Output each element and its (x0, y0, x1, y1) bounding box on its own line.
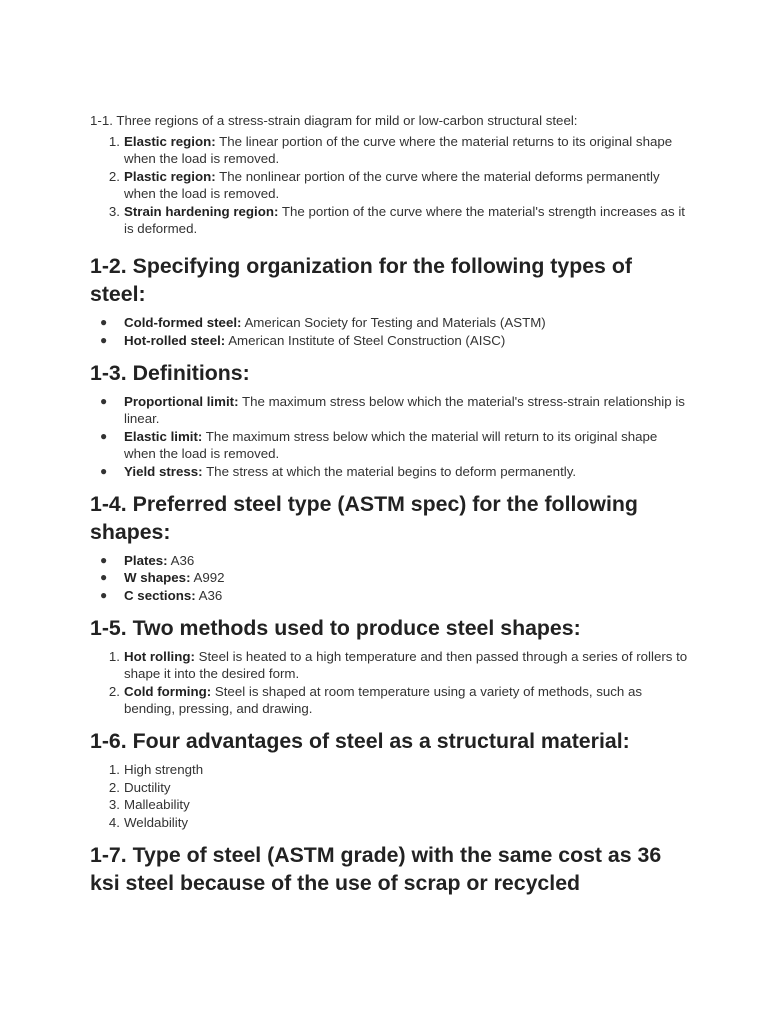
list-term: Cold-formed steel: (124, 315, 242, 331)
section-heading: 1-2. Specifying organization for the following types of steel: (90, 254, 632, 307)
definitions-list (90, 393, 690, 480)
list-desc: The linear portion of the curve where the material returns to its original shape when the load is removed. (124, 134, 673, 167)
list-item (90, 569, 690, 586)
section-heading: 1-4. Preferred steel type (ASTM spec) for the following shapes: (90, 491, 638, 544)
list-number: 1. (108, 134, 120, 149)
list-item (90, 203, 690, 238)
list-item (90, 314, 690, 331)
list-number: 2. (108, 779, 120, 795)
list-desc: Steel is shaped at room temperature using a variety of methods, such as bending, pressing, and drawing. (124, 683, 643, 717)
list-desc: American Institute of Steel Construction (AISC) (228, 332, 506, 348)
list-item (90, 428, 690, 463)
list-text: Weldability (124, 814, 189, 830)
regions-list (90, 133, 690, 237)
list-item (90, 814, 690, 831)
list-term: Cold forming: (124, 683, 212, 699)
list-desc: The maximum stress below which the material's stress-strain relationship is linear. (124, 393, 685, 427)
list-item (90, 393, 690, 428)
list-number: 2. (108, 683, 120, 699)
bullet-icon: ● (100, 587, 108, 602)
document-content (90, 112, 690, 897)
list-item (90, 683, 690, 718)
list-term: Hot-rolled steel: (124, 332, 226, 348)
bullet-icon: ● (100, 570, 108, 585)
list-term: Plastic region: (124, 168, 216, 184)
list-term: C sections: (124, 587, 196, 603)
list-term: Elastic region: (124, 134, 216, 149)
bullet-icon: ● (100, 428, 108, 443)
list-term: Strain hardening region: (124, 203, 279, 219)
list-term: Proportional limit: (124, 393, 239, 409)
list-item (90, 761, 690, 778)
list-item (90, 168, 690, 203)
list-number: 3. (108, 797, 120, 813)
list-item (90, 463, 690, 480)
list-number: 2. (108, 168, 120, 184)
list-desc: A36 (170, 552, 195, 568)
bullet-icon: ● (100, 315, 108, 330)
section-heading: 1-6. Four advantages of steel as a structural material: (90, 729, 630, 754)
bullet-icon: ● (100, 332, 108, 347)
bullet-icon: ● (100, 552, 108, 567)
list-number: 3. (108, 203, 120, 219)
list-item (90, 133, 690, 168)
list-desc: The nonlinear portion of the curve where the material deforms permanently when the load is removed. (124, 168, 660, 202)
list-text: Ductility (124, 779, 171, 795)
list-term: Plates: (124, 552, 168, 568)
list-desc: The portion of the curve where the material's strength increases as it is deformed. (124, 203, 685, 236)
list-item (90, 332, 690, 349)
list-term: Elastic limit: (124, 428, 203, 444)
list-number: 4. (108, 814, 120, 830)
methods-list (90, 648, 690, 717)
list-desc: Steel is heated to a high temperature and then passed through a series of rollers to shape it into the desired form. (124, 649, 688, 682)
list-desc: American Society for Testing and Materials (ASTM) (244, 315, 546, 331)
section-heading: 1-5. Two methods used to produce steel shapes: (90, 616, 581, 641)
list-number: 1. (108, 649, 120, 665)
list-item (90, 779, 690, 796)
list-text: Malleability (124, 797, 190, 813)
section-heading: 1-3. Definitions: (90, 360, 250, 385)
section-heading: 1-7. Type of steel (ASTM grade) with the same cost as 36 ksi steel because of the use of scrap or recycled (90, 843, 662, 896)
list-item (90, 587, 690, 604)
advantages-list (90, 761, 690, 831)
list-number: 1. (108, 762, 120, 778)
bullet-icon: ● (100, 393, 108, 408)
list-desc: The maximum stress below which the material will return to its original shape when the load is removed. (124, 428, 658, 462)
list-item (90, 552, 690, 569)
intro-text: 1-1. Three regions of a stress-strain diagram for mild or low-carbon structural steel: (90, 113, 578, 128)
list-term: Yield stress: (124, 463, 203, 479)
list-desc: A992 (193, 570, 225, 586)
list-term: Hot rolling: (124, 649, 195, 665)
list-text: High strength (124, 762, 204, 778)
organization-list (90, 314, 690, 349)
steel-type-list (90, 552, 690, 604)
list-item (90, 796, 690, 813)
list-desc: The stress at which the material begins to deform permanently. (206, 463, 577, 479)
list-desc: A36 (198, 587, 223, 603)
list-term: W shapes: (124, 570, 191, 586)
list-item (90, 648, 690, 683)
bullet-icon: ● (100, 463, 108, 478)
